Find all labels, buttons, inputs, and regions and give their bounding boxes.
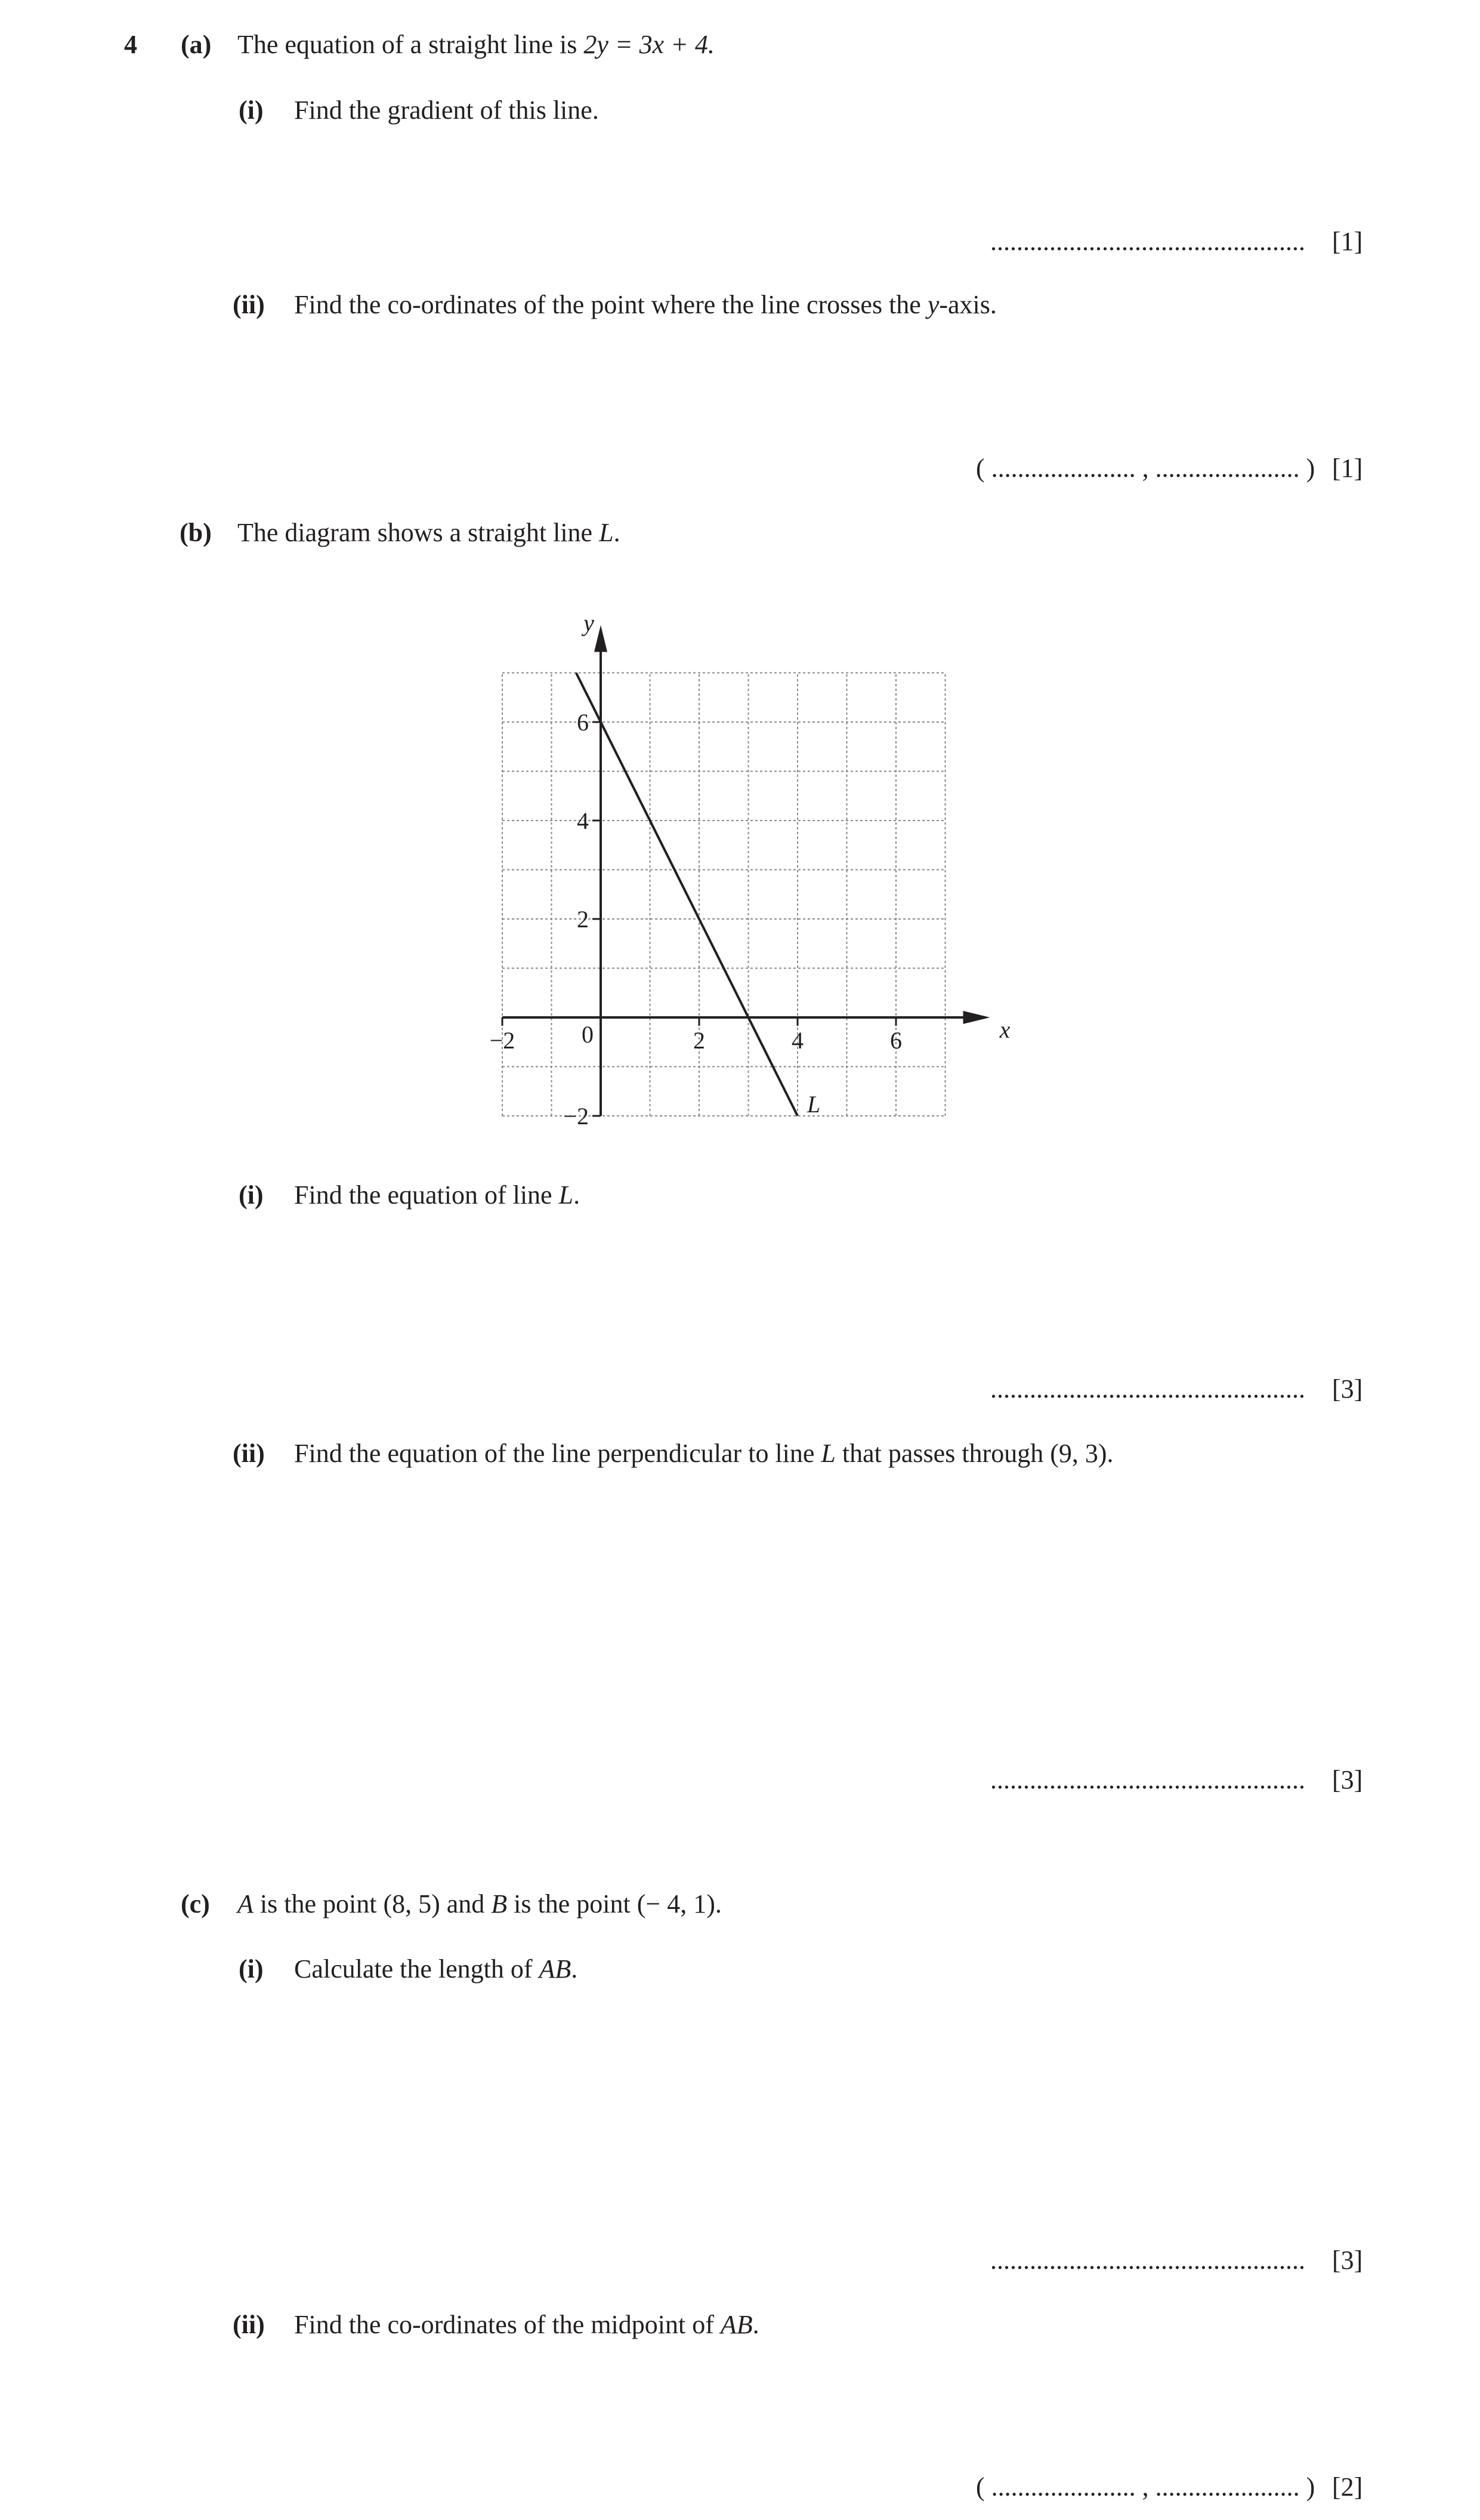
- axes: [502, 625, 990, 1116]
- part-a-i-answer-line[interactable]: ................................................: [990, 227, 1305, 256]
- part-a-ii-text: Find the co-ordinates of the point where the line crosses the y-axis.: [294, 290, 997, 319]
- part-b-i-answer-line[interactable]: ................................................: [990, 1374, 1305, 1404]
- origin-label: 0: [582, 1021, 594, 1048]
- line-L: [576, 673, 798, 1116]
- part-c-i-label: (i): [239, 1954, 264, 1984]
- part-a-label: (a): [181, 30, 212, 59]
- part-c-i-marks: [3]: [1332, 2246, 1363, 2275]
- x-axis-label: x: [999, 1016, 1011, 1043]
- x-tick-label: 6: [890, 1027, 902, 1054]
- line-label: L: [807, 1091, 821, 1118]
- x-tick-label: −2: [489, 1027, 515, 1054]
- part-a-ii-marks: [1]: [1332, 454, 1363, 483]
- part-a-text: The equation of a straight line is 2y = 3x + 4.: [237, 30, 715, 59]
- part-a-i-marks: [1]: [1332, 227, 1363, 256]
- y-tick-label: 4: [577, 807, 589, 834]
- part-b-ii-marks: [3]: [1332, 1765, 1363, 1794]
- part-a-i-text: Find the gradient of this line.: [294, 95, 599, 125]
- grid: [502, 673, 946, 1116]
- x-tick-label: 4: [792, 1027, 804, 1054]
- question-number: 4: [124, 30, 137, 59]
- equation: 2y = 3x + 4.: [583, 30, 715, 59]
- x-tick-label: 2: [693, 1027, 705, 1054]
- part-b-label: (b): [180, 518, 212, 547]
- part-c-i-answer-line[interactable]: ................................................: [990, 2246, 1305, 2275]
- part-b-ii-label: (ii): [233, 1439, 265, 1468]
- part-b-ii-text: Find the equation of the line perpendicular to line L that passes through (9, 3).: [294, 1439, 1114, 1468]
- part-a-ii-answer[interactable]: ( ...................... , ...................... ): [976, 454, 1315, 483]
- y-tick-label: 2: [577, 906, 589, 933]
- part-a-ii-label: (ii): [233, 290, 265, 319]
- part-b-ii-answer-line[interactable]: ................................................: [990, 1765, 1305, 1794]
- part-c-ii-text: Find the co-ordinates of the midpoint of AB.: [294, 2310, 759, 2339]
- x-axis-arrow-icon: [963, 1011, 990, 1024]
- y-tick-label: −2: [563, 1103, 589, 1130]
- part-c-ii-marks: [2]: [1332, 2472, 1363, 2502]
- part-b-i-label: (i): [239, 1180, 264, 1210]
- part-c-ii-answer[interactable]: ( ...................... , ...................... ): [976, 2472, 1315, 2502]
- y-axis-arrow-icon: [594, 625, 607, 652]
- part-c-text: A is the point (8, 5) and B is the point (− 4, 1).: [237, 1889, 722, 1918]
- part-c-ii-label: (ii): [233, 2310, 265, 2339]
- part-c-label: (c): [181, 1889, 210, 1918]
- part-c-i-text: Calculate the length of AB.: [294, 1954, 578, 1984]
- part-a-i-label: (i): [239, 95, 264, 125]
- y-tick-label: 6: [577, 709, 589, 736]
- y-axis-label: y: [583, 609, 594, 637]
- part-b-text: The diagram shows a straight line L.: [237, 518, 620, 547]
- series: [576, 673, 798, 1116]
- part-b-i-marks: [3]: [1332, 1374, 1363, 1404]
- part-b-i-text: Find the equation of line L.: [294, 1180, 580, 1210]
